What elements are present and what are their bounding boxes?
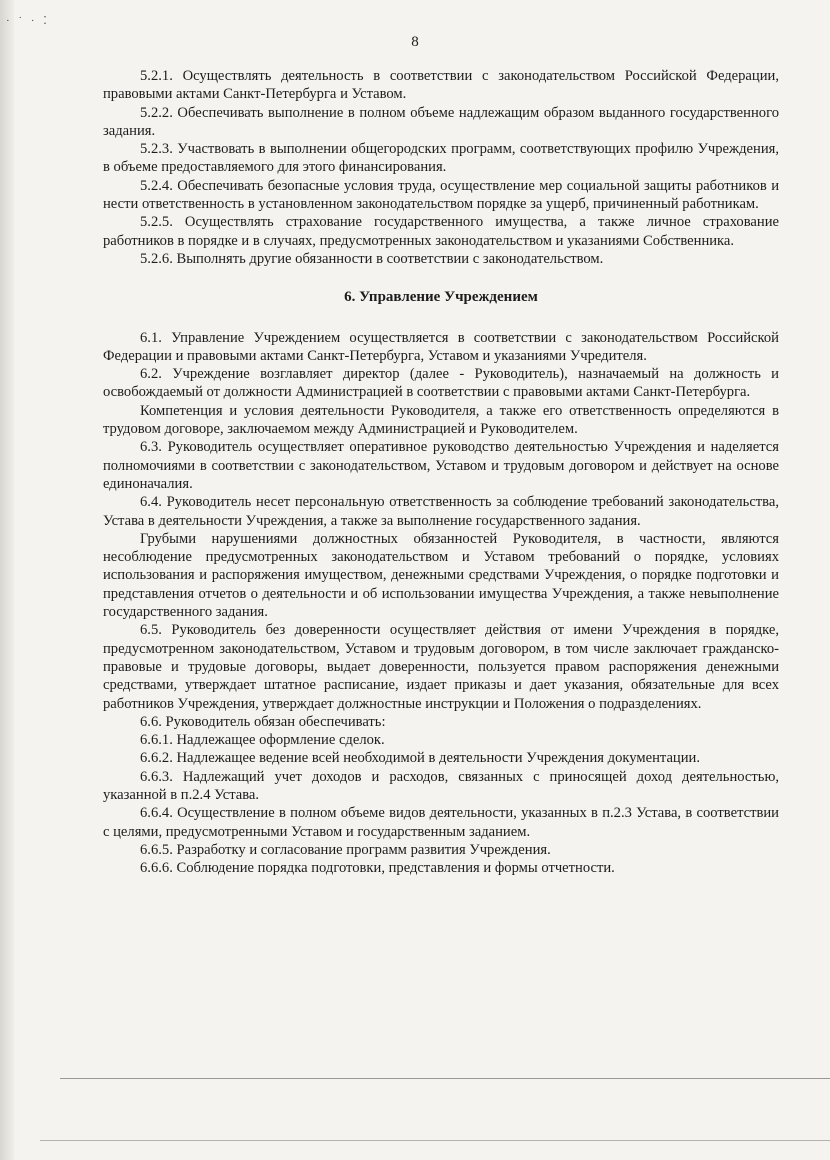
paragraph-6-1: 6.1. Управление Учреждением осуществляется в соответствии с законодательством Российской Федерации и правовыми актами Санкт-Петербурга, Уставом и указаниями Учредителя.: [103, 329, 779, 364]
page-number: 8: [411, 34, 419, 50]
paragraph-6-6-1: 6.6.1. Надлежащее оформление сделок.: [140, 732, 385, 749]
paragraph-6-2: 6.2. Учреждение возглавляет директор (далее - Руководитель), назначаемый на должность и освобождаемый от должности Администрацией в соответствии с правовыми актами Санкт-Петербурга.: [103, 366, 779, 401]
paragraph-6-6: 6.6. Руководитель обязан обеспечивать:: [140, 713, 386, 730]
paragraph-6-6-5: 6.6.5. Разработку и согласование программ развития Учреждения.: [140, 841, 551, 858]
paragraph-6-3: 6.3. Руководитель осуществляет оперативное руководство деятельностью Учреждения и наделяется полномочиями в соответствии с законодательством, Уставом и трудовым договором и действует на основе единоначалия.: [103, 439, 779, 492]
scan-bottom-line: [60, 1078, 830, 1079]
paragraph-6-6-3: 6.6.3. Надлежащий учет доходов и расходов, связанных с приносящей доход деятельностью, указанной в п.2.4 Устава.: [103, 768, 779, 803]
document-body: [103, 67, 779, 877]
scan-bottom-edge: [40, 1140, 830, 1141]
scan-specks: · ˙ · ⁚: [6, 15, 50, 27]
paragraph-5-2-3: 5.2.3. Участвовать в выполнении общегородских программ, соответствующих профилю Учреждения, в объеме предоставляемого для этого финансирования.: [103, 141, 779, 176]
paragraph-5-2-4: 5.2.4. Обеспечивать безопасные условия труда, осуществление мер социальной защиты работников и нести ответственность в установленном законодательством порядке за ущерб, причиненный работникам.: [103, 177, 779, 213]
paragraph-5-2-2: 5.2.2. Обеспечивать выполнение в полном объеме надлежащим образом выданного государственного задания.: [103, 104, 779, 139]
paragraph-5-2-1: 5.2.1. Осуществлять деятельность в соответствии с законодательством Российской Федерации, правовыми актами Санкт-Петербурга и Уставом.: [103, 68, 779, 103]
paragraph-6-4: 6.4. Руководитель несет персональную ответственность за соблюдение требований законодательства, Устава в деятельности Учреждения, а также за выполнение государственного задания.: [103, 494, 779, 529]
paragraph-6-5: 6.5. Руководитель без доверенности осуществляет действия от имени Учреждения в порядке, предусмотренном законодательством, Уставом и трудовым договором, в том числе заключает гражданско-правовые и трудовые договоры, выдает доверенности, пользуется правом распоряжения денежными средствами, утверждает штатное расписание, издает приказы и дает указания, обязательные для всех работников Учреждения, утверждает должностные инструкции и Положения о подразделениях.: [103, 622, 779, 712]
paragraph-6-6-2: 6.6.2. Надлежащее ведение всей необходимой в деятельности Учреждения документации.: [140, 750, 701, 767]
section-6-heading: 6. Управление Учреждением: [344, 289, 538, 306]
paragraph-6-6-6: 6.6.6. Соблюдение порядка подготовки, представления и формы отчетности.: [140, 860, 615, 877]
scan-left-edge: [0, 0, 14, 1160]
paragraph-6-6-4: 6.6.4. Осуществление в полном объеме видов деятельности, указанных в п.2.3 Устава, в соответствии с целями, предусмотренными Уставом и государственным заданием.: [103, 805, 779, 840]
paragraph-6-2-competence: Компетенция и условия деятельности Руководителя, а также его ответственность определяются в трудовом договоре, заключаемом между Администрацией и Руководителем.: [103, 402, 779, 438]
paragraph-6-4-violations: Грубыми нарушениями должностных обязанностей Руководителя, в частности, являются несоблюдение предусмотренных законодательством и Уставом требований о порядке, условиях использования и распоряжения имуществом, денежными средствами Учреждения, о порядке подготовки и представления отчетов о деятельности и об использовании имущества Учреждения, а также невыполнение государственного задания.: [103, 530, 779, 621]
paragraph-5-2-5: 5.2.5. Осуществлять страхование государственного имущества, а также личное страхование работников в порядке и в случаях, предусмотренных законодательством и указаниями Собственника.: [103, 214, 779, 249]
paragraph-5-2-6: 5.2.6. Выполнять другие обязанности в соответствии с законодательством.: [140, 250, 604, 267]
